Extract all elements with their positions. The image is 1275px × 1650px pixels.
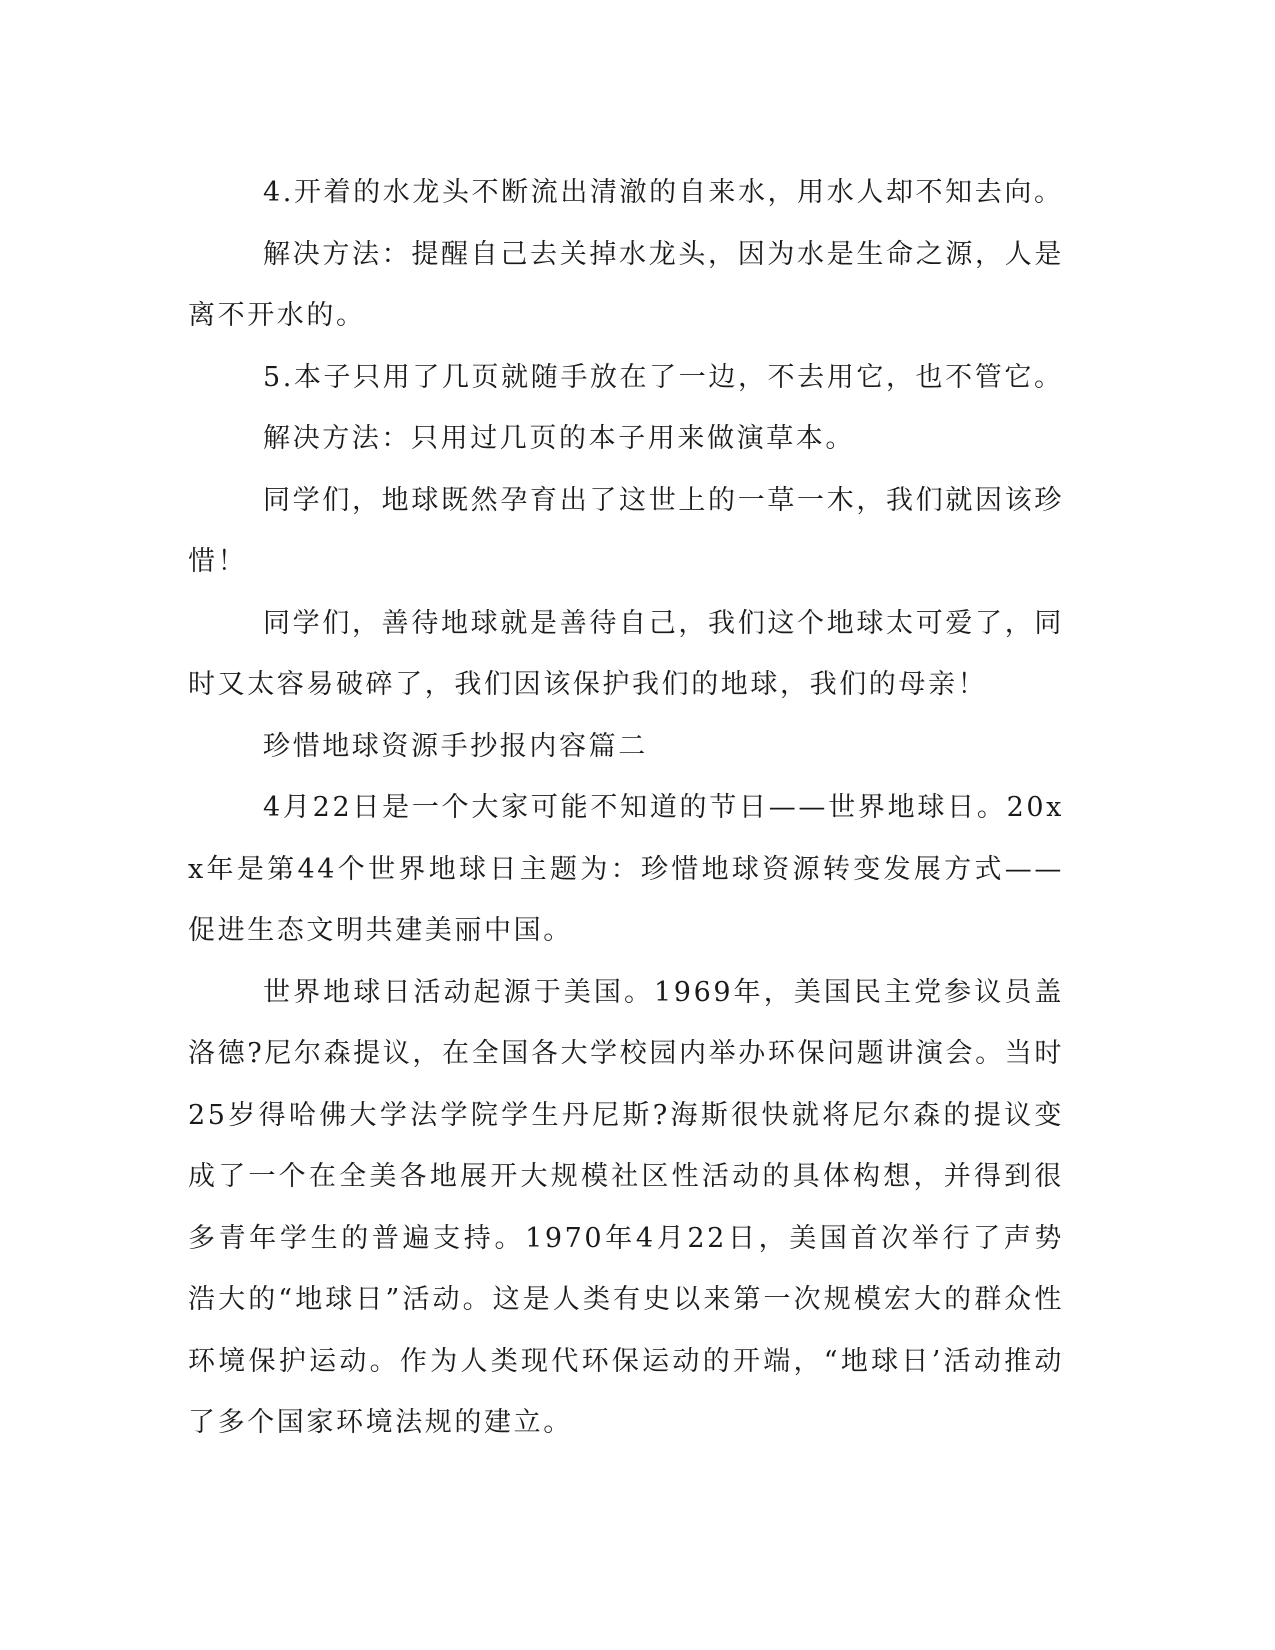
section-heading: 珍惜地球资源手抄报内容篇二 <box>263 730 648 762</box>
paragraph-appeal-1: 同学们，地球既然孕育出了这世上的一草一木，我们就因该珍惜！ <box>188 484 1064 577</box>
paragraph-item-4: 4.开着的水龙头不断流出清澈的自来水，用水人却不知去向。 <box>263 177 1064 208</box>
paragraph-solution-5: 解决方法：只用过几页的本子用来做演草本。 <box>263 423 855 454</box>
paragraph-earth-day-history: 世界地球日活动起源于美国。1969年，美国民主党参议员盖洛德?尼尔森提议，在全国各大学校园内举办环保问题讲演会。当时25岁得哈佛大学法学院学生丹尼斯?海斯很快就将尼尔森的提议变成了一个在全美各地展开大规模社区性活动的具体构想，并得到很多青年学生的普遍支持。1970年4月22日，美国首次举行了声势浩大的“地球日”活动。这是人类有史以来第一次规模宏大的群众性环境保护运动。作为人类现代环保运动的开端，“地球日’活动推动了多个国家环境法规的建立。 <box>188 976 1064 1438</box>
paragraph-solution-4: 解决方法：提醒自己去关掉水龙头，因为水是生命之源，人是离不开水的。 <box>188 238 1064 331</box>
paragraph-earth-day-intro: 4月22日是一个大家可能不知道的节日——世界地球日。20xx年是第44个世界地球日主题为：珍惜地球资源转变发展方式——促进生态文明共建美丽中国。 <box>188 792 1064 946</box>
paragraph-item-5: 5.本子只用了几页就随手放在了一边，不去用它，也不管它。 <box>263 361 1064 393</box>
document-body <box>188 162 1064 1454</box>
paragraph-appeal-2: 同学们，善待地球就是善待自己，我们这个地球太可爱了，同时又太容易破碎了，我们因该保护我们的地球，我们的母亲！ <box>188 607 1064 700</box>
